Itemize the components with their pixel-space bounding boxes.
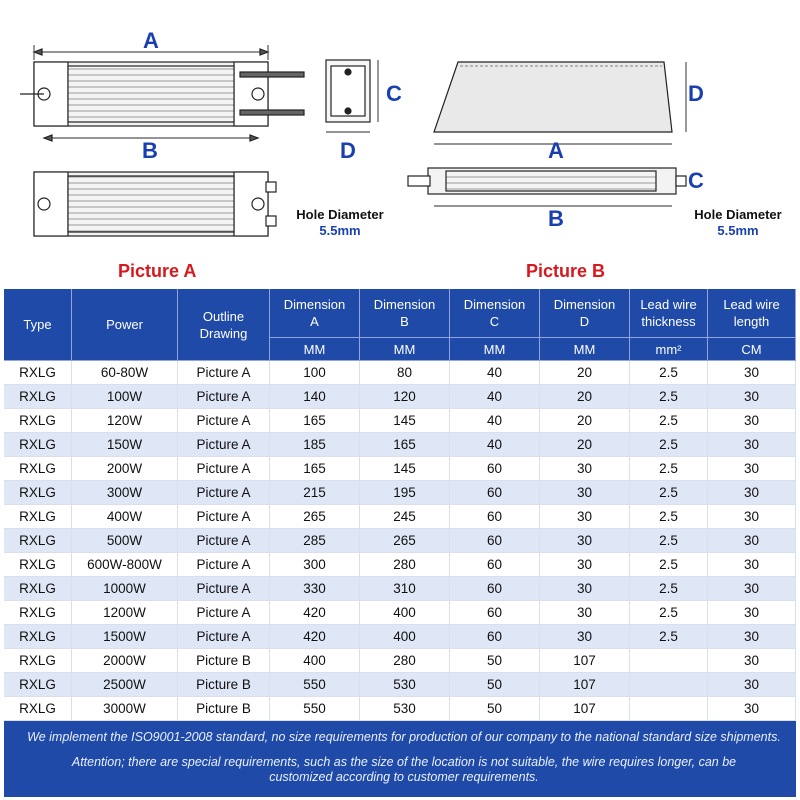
technical-drawings bbox=[0, 0, 800, 288]
table-cell: 30 bbox=[708, 433, 796, 457]
table-cell: 60 bbox=[450, 577, 540, 601]
picture-b-caption: Picture B bbox=[526, 261, 606, 281]
table-cell: 2.5 bbox=[630, 433, 708, 457]
customization-note: Attention; there are special requirements, such as the size of the location is not suitable, the wire requires longer, can be customized according to customer requirements. bbox=[71, 755, 737, 784]
table-cell: 80 bbox=[360, 361, 450, 385]
table-cell: 2.5 bbox=[630, 529, 708, 553]
table-cell: 40 bbox=[450, 409, 540, 433]
table-row bbox=[4, 649, 796, 673]
unit-header: MM bbox=[540, 338, 630, 361]
column-header-line: Dimension bbox=[373, 297, 436, 312]
table-row bbox=[4, 457, 796, 481]
table-cell: 1000W bbox=[72, 577, 178, 601]
table-cell: 60 bbox=[450, 553, 540, 577]
table-cell: 30 bbox=[708, 361, 796, 385]
unit-header: MM bbox=[270, 338, 360, 361]
table-cell: 30 bbox=[540, 625, 630, 649]
column-header-line: length bbox=[733, 314, 770, 329]
table-cell: 2.5 bbox=[630, 385, 708, 409]
table-row bbox=[4, 385, 796, 409]
hole-diameter-right-value: 5.5mm bbox=[717, 223, 759, 238]
table-cell: 60 bbox=[450, 529, 540, 553]
table-cell: 30 bbox=[540, 481, 630, 505]
table-cell: 100 bbox=[270, 361, 360, 385]
label-dimension-c-left: C bbox=[386, 81, 402, 106]
table-cell: Picture A bbox=[178, 361, 270, 385]
table-cell: 2.5 bbox=[630, 481, 708, 505]
label-dimension-c-right: C bbox=[688, 168, 704, 193]
table-cell: 530 bbox=[360, 697, 450, 721]
table-cell: 50 bbox=[450, 673, 540, 697]
table-cell: 30 bbox=[540, 505, 630, 529]
table-cell: 30 bbox=[708, 577, 796, 601]
table-cell: RXLG bbox=[4, 601, 72, 625]
table-cell: 20 bbox=[540, 385, 630, 409]
table-cell: 400 bbox=[360, 625, 450, 649]
table-row bbox=[4, 433, 796, 457]
table-cell: Picture A bbox=[178, 625, 270, 649]
table-cell: RXLG bbox=[4, 409, 72, 433]
table-cell: 550 bbox=[270, 697, 360, 721]
column-header bbox=[360, 289, 450, 338]
column-header-line: Drawing bbox=[199, 325, 248, 341]
table-cell: 30 bbox=[708, 601, 796, 625]
table-cell: 2500W bbox=[72, 673, 178, 697]
table-cell: 165 bbox=[270, 409, 360, 433]
table-cell: 280 bbox=[360, 649, 450, 673]
table-cell bbox=[630, 673, 708, 697]
table-cell: 30 bbox=[708, 673, 796, 697]
table-cell: 20 bbox=[540, 433, 630, 457]
table-cell: RXLG bbox=[4, 697, 72, 721]
table-cell: 30 bbox=[540, 553, 630, 577]
table-cell: RXLG bbox=[4, 361, 72, 385]
picture-a-top-view bbox=[20, 45, 304, 141]
table-cell: Picture A bbox=[178, 409, 270, 433]
table-cell: 2.5 bbox=[630, 553, 708, 577]
unit-header: mm² bbox=[630, 338, 708, 361]
table-cell: 200W bbox=[72, 457, 178, 481]
table-cell: 3000W bbox=[72, 697, 178, 721]
table-cell: Picture A bbox=[178, 529, 270, 553]
table-cell: 2.5 bbox=[630, 361, 708, 385]
drawing-canvas bbox=[0, 0, 800, 288]
label-dimension-b-left: B bbox=[142, 138, 158, 163]
table-cell: 150W bbox=[72, 433, 178, 457]
table-cell: 60 bbox=[450, 457, 540, 481]
table-cell: 107 bbox=[540, 673, 630, 697]
table-cell: 2.5 bbox=[630, 457, 708, 481]
table-cell: 2.5 bbox=[630, 601, 708, 625]
table-cell: 30 bbox=[708, 385, 796, 409]
table-cell: 165 bbox=[270, 457, 360, 481]
label-dimension-d-left: D bbox=[340, 138, 356, 163]
table-header-row bbox=[4, 289, 796, 338]
table-cell: 600W-800W bbox=[72, 553, 178, 577]
table-row bbox=[4, 673, 796, 697]
column-header-line: Power bbox=[106, 317, 143, 332]
table-row bbox=[4, 361, 796, 385]
column-header bbox=[4, 289, 72, 361]
unit-header: MM bbox=[360, 338, 450, 361]
table-cell: Picture A bbox=[178, 385, 270, 409]
column-header bbox=[708, 289, 796, 338]
column-header-line: thickness bbox=[641, 314, 696, 329]
table-row bbox=[4, 481, 796, 505]
table-cell: 145 bbox=[360, 409, 450, 433]
table-cell: 140 bbox=[270, 385, 360, 409]
table-cell: Picture B bbox=[178, 697, 270, 721]
table-cell: 420 bbox=[270, 601, 360, 625]
column-header bbox=[540, 289, 630, 338]
column-header-line: Dimension bbox=[283, 297, 346, 312]
hole-diameter-left bbox=[286, 207, 394, 239]
table-cell: 1200W bbox=[72, 601, 178, 625]
table-cell: RXLG bbox=[4, 385, 72, 409]
table-cell: 60-80W bbox=[72, 361, 178, 385]
table-cell: 30 bbox=[708, 697, 796, 721]
table-cell: 500W bbox=[72, 529, 178, 553]
spec-table-panel bbox=[4, 289, 796, 797]
table-cell: 2.5 bbox=[630, 625, 708, 649]
table-cell: 400 bbox=[360, 601, 450, 625]
table-cell: 215 bbox=[270, 481, 360, 505]
spec-table bbox=[4, 289, 796, 721]
table-cell: RXLG bbox=[4, 577, 72, 601]
hole-diameter-left-label: Hole Diameter bbox=[296, 207, 384, 222]
column-header-line: A bbox=[310, 314, 319, 329]
picture-a-caption: Picture A bbox=[118, 261, 197, 281]
table-cell: RXLG bbox=[4, 529, 72, 553]
table-cell: 265 bbox=[270, 505, 360, 529]
table-cell: 145 bbox=[360, 457, 450, 481]
label-dimension-d-right: D bbox=[688, 81, 704, 106]
table-cell: 2.5 bbox=[630, 409, 708, 433]
table-cell: 30 bbox=[540, 577, 630, 601]
column-header bbox=[450, 289, 540, 338]
column-header-line: Type bbox=[23, 317, 52, 332]
table-cell: Picture A bbox=[178, 601, 270, 625]
table-cell: 285 bbox=[270, 529, 360, 553]
table-row bbox=[4, 529, 796, 553]
table-row bbox=[4, 577, 796, 601]
table-cell: Picture A bbox=[178, 577, 270, 601]
table-cell: 165 bbox=[360, 433, 450, 457]
column-header bbox=[178, 289, 270, 361]
table-row bbox=[4, 505, 796, 529]
table-cell: 120 bbox=[360, 385, 450, 409]
table-cell: 30 bbox=[708, 649, 796, 673]
table-cell: Picture A bbox=[178, 481, 270, 505]
table-cell: RXLG bbox=[4, 553, 72, 577]
column-header-line: Dimension bbox=[463, 297, 526, 312]
table-cell: 40 bbox=[450, 385, 540, 409]
table-cell: 195 bbox=[360, 481, 450, 505]
table-cell: 30 bbox=[708, 457, 796, 481]
picture-a-end-view bbox=[326, 60, 378, 132]
table-body bbox=[4, 361, 796, 721]
table-cell: 60 bbox=[450, 625, 540, 649]
table-cell: 30 bbox=[540, 601, 630, 625]
table-cell: 265 bbox=[360, 529, 450, 553]
table-cell: 60 bbox=[450, 601, 540, 625]
table-cell: 30 bbox=[708, 505, 796, 529]
table-cell: 1500W bbox=[72, 625, 178, 649]
column-header bbox=[72, 289, 178, 361]
table-row bbox=[4, 601, 796, 625]
table-row bbox=[4, 409, 796, 433]
table-cell: 20 bbox=[540, 361, 630, 385]
table-cell: 60 bbox=[450, 505, 540, 529]
table-cell: RXLG bbox=[4, 673, 72, 697]
table-cell: Picture A bbox=[178, 433, 270, 457]
unit-header: MM bbox=[450, 338, 540, 361]
column-header bbox=[630, 289, 708, 338]
table-cell: RXLG bbox=[4, 625, 72, 649]
picture-b-side-view bbox=[408, 168, 686, 206]
table-cell: 400 bbox=[270, 649, 360, 673]
hole-diameter-left-value: 5.5mm bbox=[319, 223, 361, 238]
table-cell: Picture A bbox=[178, 553, 270, 577]
iso-standard-note: We implement the ISO9001-2008 standard, no size requirements for production of our company to the national standard size shipments. bbox=[27, 730, 781, 744]
label-dimension-a-right: A bbox=[548, 138, 564, 163]
table-cell: 100W bbox=[72, 385, 178, 409]
table-cell: 50 bbox=[450, 697, 540, 721]
column-header bbox=[270, 289, 360, 338]
table-cell: 280 bbox=[360, 553, 450, 577]
hole-diameter-right bbox=[684, 207, 792, 239]
table-cell: 60 bbox=[450, 481, 540, 505]
table-cell: 120W bbox=[72, 409, 178, 433]
table-cell bbox=[630, 697, 708, 721]
table-cell: Picture A bbox=[178, 505, 270, 529]
table-cell: 400W bbox=[72, 505, 178, 529]
table-cell: 300 bbox=[270, 553, 360, 577]
table-row bbox=[4, 553, 796, 577]
table-cell: 2.5 bbox=[630, 505, 708, 529]
table-cell: 300W bbox=[72, 481, 178, 505]
table-cell: 20 bbox=[540, 409, 630, 433]
column-header-line: C bbox=[489, 314, 500, 329]
table-cell bbox=[630, 649, 708, 673]
table-cell: 420 bbox=[270, 625, 360, 649]
column-header-line: B bbox=[400, 314, 409, 329]
table-cell: 2.5 bbox=[630, 577, 708, 601]
table-cell: 40 bbox=[450, 361, 540, 385]
column-header-line: Dimension bbox=[553, 297, 616, 312]
picture-b-perspective bbox=[434, 62, 686, 144]
table-cell: 30 bbox=[708, 481, 796, 505]
table-cell: RXLG bbox=[4, 433, 72, 457]
column-header-line: Lead wire bbox=[723, 297, 780, 312]
table-cell: 107 bbox=[540, 649, 630, 673]
hole-diameter-right-label: Hole Diameter bbox=[694, 207, 782, 222]
table-cell: RXLG bbox=[4, 457, 72, 481]
table-cell: 185 bbox=[270, 433, 360, 457]
table-cell: 30 bbox=[540, 457, 630, 481]
table-cell: 550 bbox=[270, 673, 360, 697]
label-dimension-b-right: B bbox=[548, 206, 564, 231]
table-cell: 530 bbox=[360, 673, 450, 697]
picture-a-bottom-view bbox=[34, 172, 276, 236]
table-cell: 330 bbox=[270, 577, 360, 601]
table-cell: RXLG bbox=[4, 505, 72, 529]
table-cell: RXLG bbox=[4, 481, 72, 505]
table-cell: 30 bbox=[708, 409, 796, 433]
table-cell: 50 bbox=[450, 649, 540, 673]
table-cell: 107 bbox=[540, 697, 630, 721]
table-cell: Picture B bbox=[178, 673, 270, 697]
unit-header: CM bbox=[708, 338, 796, 361]
table-cell: Picture B bbox=[178, 649, 270, 673]
column-header-line: Lead wire bbox=[640, 297, 697, 312]
table-cell: 30 bbox=[708, 529, 796, 553]
table-cell: RXLG bbox=[4, 649, 72, 673]
table-cell: 310 bbox=[360, 577, 450, 601]
table-cell: 245 bbox=[360, 505, 450, 529]
column-header-line: D bbox=[579, 314, 590, 329]
label-dimension-a-left: A bbox=[143, 28, 159, 53]
column-header-line: Outline bbox=[202, 308, 245, 324]
table-row bbox=[4, 697, 796, 721]
table-cell: 30 bbox=[540, 529, 630, 553]
table-cell: 30 bbox=[708, 625, 796, 649]
table-row bbox=[4, 625, 796, 649]
table-cell: 40 bbox=[450, 433, 540, 457]
table-cell: Picture A bbox=[178, 457, 270, 481]
table-cell: 2000W bbox=[72, 649, 178, 673]
table-cell: 30 bbox=[708, 553, 796, 577]
